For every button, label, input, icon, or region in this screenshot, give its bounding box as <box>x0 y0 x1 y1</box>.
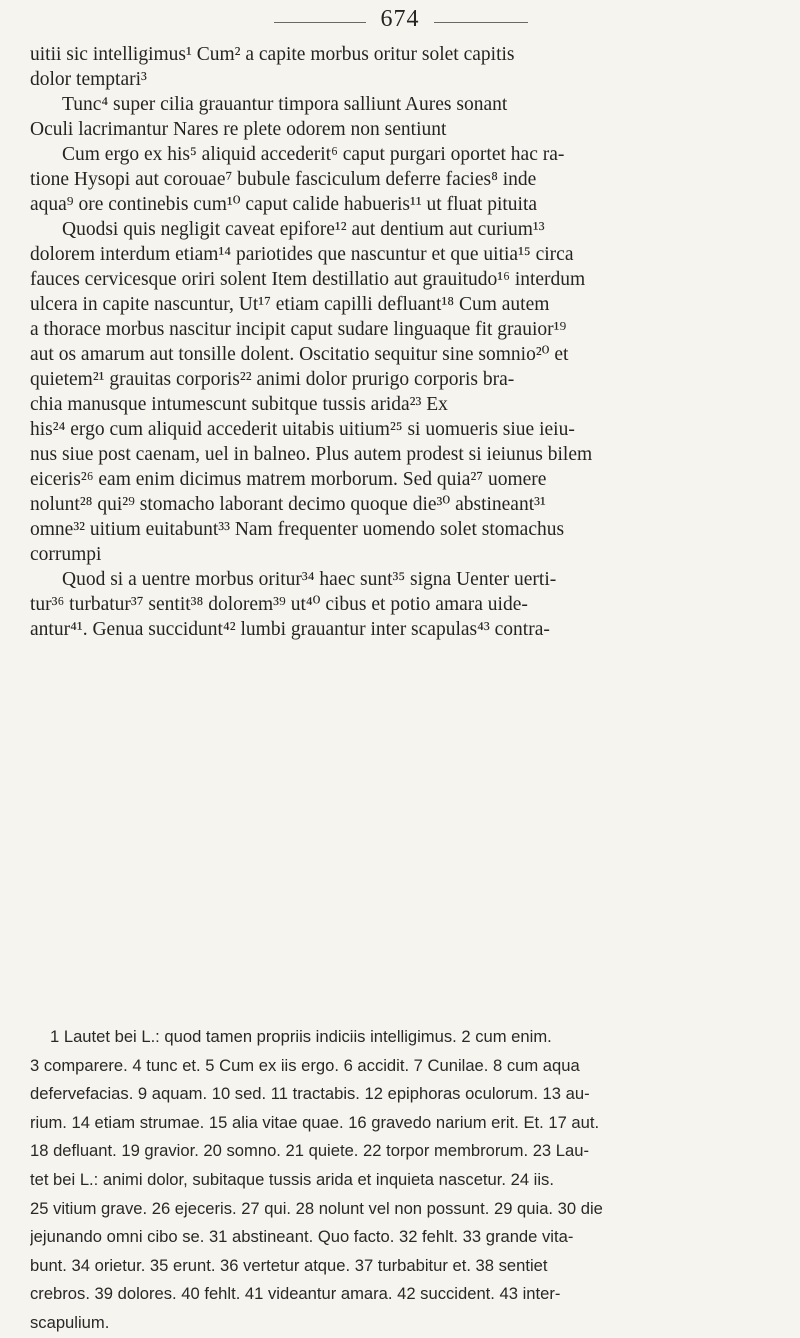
text-line: nus siue post caenam, uel in balneo. Plus autem prodest si ieiunus bilem <box>30 444 593 465</box>
text-line: uitii sic intelligimus¹ Cum² a capite morbus oritur solet capitis <box>30 44 515 65</box>
text-line: dolorem interdum etiam¹⁴ pariotides que nascuntur et que uitia¹⁵ circa <box>30 244 574 265</box>
footnote-line: crebros. 39 dolores. 40 fehlt. 41 videantur amara. 42 succident. 43 inter- <box>30 1284 561 1304</box>
text-line: fauces cervicesque oriri solent Item destillatio aut grauitudo¹⁶ interdum <box>30 269 586 290</box>
footnote-line: defervefacias. 9 aquam. 10 sed. 11 tractabis. 12 epiphoras oculorum. 13 au- <box>30 1084 590 1104</box>
text-line: Oculi lacrimantur Nares re plete odorem non sentiunt <box>30 119 447 140</box>
footnote-line: 25 vitium grave. 26 ejeceris. 27 qui. 28 nolunt vel non possunt. 29 quia. 30 die <box>30 1198 603 1218</box>
footnote-line: tet bei L.: animi dolor, subitaque tussis arida et inquieta nascetur. 24 iis. <box>30 1169 554 1189</box>
text-line: aut os amarum aut tonsille dolent. Oscitatio sequitur sine somnio²⁰ et <box>30 344 569 365</box>
page-number: 674 <box>380 6 420 32</box>
text-line: quietem²¹ grauitas corporis²² animi dolor prurigo corporis bra- <box>30 369 515 390</box>
footnote-line: bunt. 34 orietur. 35 erunt. 36 vertetur atque. 37 turbabitur et. 38 sentiet <box>30 1255 548 1275</box>
footnote-line: scapulium. <box>30 1312 110 1332</box>
text-line: dolor temptari³ <box>30 69 147 90</box>
text-line: a thorace morbus nascitur incipit caput sudare linguaque fit grauior¹⁹ <box>30 319 567 340</box>
footnotes <box>30 1023 782 1338</box>
text-line: eiceris²⁶ eam enim dicimus matrem morborum. Sed quia²⁷ uomere <box>30 469 547 490</box>
main-text <box>30 42 782 642</box>
footnote-line: 3 comparere. 4 tunc et. 5 Cum ex iis ergo. 6 accidit. 7 Cunilae. 8 cum aqua <box>30 1055 580 1075</box>
footnote-line: rium. 14 etiam strumae. 15 alia vitae quae. 16 gravedo narium erit. Et. 17 aut. <box>30 1112 600 1132</box>
text-line: corrumpi <box>30 544 102 565</box>
footnote-line: 18 defluant. 19 gravior. 20 somno. 21 quiete. 22 torpor membrorum. 23 Lau- <box>30 1141 589 1161</box>
text-line: omne³² uitium euitabunt³³ Nam frequenter uomendo solet stomachus <box>30 519 565 540</box>
text-line: tione Hysopi aut corouae⁷ bubule fasciculum deferre facies⁸ inde <box>30 169 537 190</box>
text-line: aqua⁹ ore continebis cum¹⁰ caput calide habueris¹¹ ut fluat pituita <box>30 194 538 215</box>
footnote-line: jejunando omni cibo se. 31 abstineant. Quo facto. 32 fehlt. 33 grande vita- <box>30 1227 574 1247</box>
text-line: chia manusque intumescunt subitque tussis arida²³ Ex <box>30 394 448 415</box>
footnote-line: 1 Lautet bei L.: quod tamen propriis indiciis intelligimus. 2 cum enim. <box>50 1027 552 1046</box>
text-line: ulcera in capite nascuntur, Ut¹⁷ etiam capilli defluant¹⁸ Cum autem <box>30 294 550 315</box>
text-line: nolunt²⁸ qui²⁹ stomacho laborant decimo quoque die³⁰ abstineant³¹ <box>30 494 546 515</box>
text-line: antur⁴¹. Genua succidunt⁴² lumbi grauantur inter scapulas⁴³ contra- <box>30 619 550 640</box>
text-line: Quod si a uentre morbus oritur³⁴ haec sunt³⁵ signa Uenter uerti- <box>62 569 557 590</box>
text-line: Quodsi quis negligit caveat epifore¹² aut dentium aut curium¹³ <box>62 219 545 240</box>
text-line: tur³⁶ turbatur³⁷ sentit³⁸ dolorem³⁹ ut⁴⁰ cibus et potio amara uide- <box>30 594 528 615</box>
text-line: his²⁴ ergo cum aliquid accederit uitabis uitium²⁵ si uomueris siue ieiu- <box>30 419 575 440</box>
header-rule-right <box>434 22 528 23</box>
text-line: Tunc⁴ super cilia grauantur timpora salliunt Aures sonant <box>62 94 508 115</box>
text-line: Cum ergo ex his⁵ aliquid accederit⁶ caput purgari oportet hac ra- <box>62 144 565 165</box>
